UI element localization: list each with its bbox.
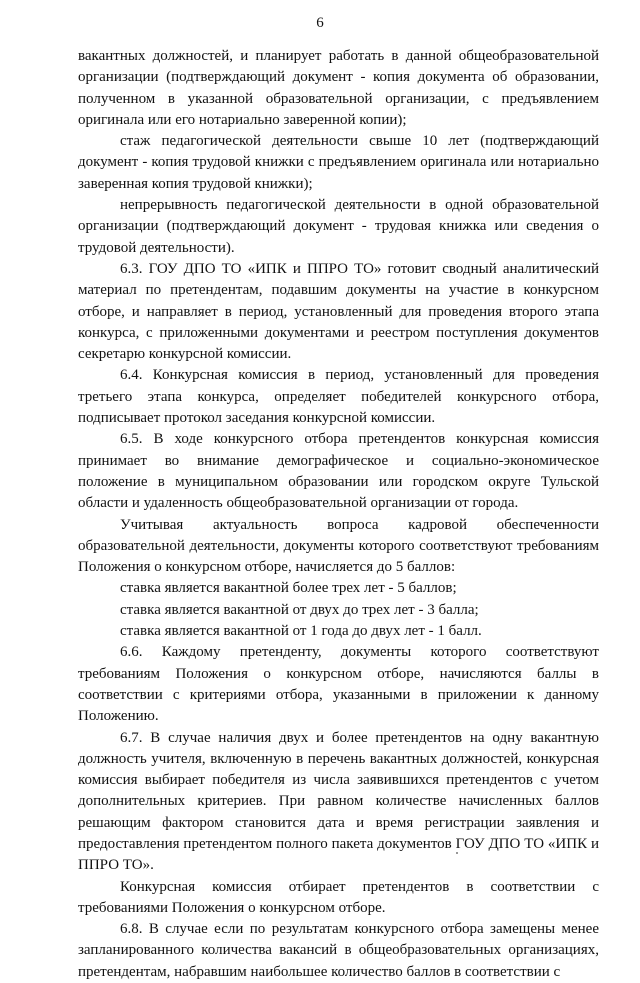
paragraph: 6.7. В случае наличия двух и более претендентов на одну вакантную должность учителя, включенную в перечень вакантных должностей, конкурсная комиссия выбирает победителя из числа заявившихся претендентов с учетом дополнительных критериев. При равном количестве начисленных баллов решающим фактором становится дата и время регистрации заявления и предоставления претендентом полного пакета документов ГОУ ДПО ТО «ИПК и ППРО ТО». — [78, 729, 599, 874]
paragraph: вакантных должностей, и планирует работать в данной общеобразовательной организации (подтверждающий документ - копия документа об образовании, полученном в указанной образовательной организации, с предъявлением оригинала или его нотариально заверенной копии); — [78, 48, 599, 128]
paragraph: 6.8. В случае если по результатам конкурсного отбора замещены менее запланированного количества вакансий в общеобразовательных организациях, претендентам, набравшим наибольшее количество баллов в соответствии с — [78, 921, 599, 980]
scan-speck — [456, 852, 458, 854]
list-item: ставка является вакантной от двух до трех лет - 3 балла; — [120, 601, 479, 618]
paragraph: Конкурсная комиссия отбирает претендентов в соответствии с требованиями Положения о конкурсном отборе. — [78, 878, 599, 916]
list-item: ставка является вакантной более трех лет - 5 баллов; — [120, 580, 457, 597]
paragraph: непрерывность педагогической деятельности в одной образовательной организации (подтверждающий документ - трудовая книжка или сведения о трудовой деятельности). — [78, 197, 599, 256]
paragraph: Учитывая актуальность вопроса кадровой обеспеченности образовательной деятельности, документы которого соответствуют требованиям Положения о конкурсном отборе, начисляется до 5 баллов: — [78, 516, 599, 576]
paragraph: 6.5. В ходе конкурсного отбора претендентов конкурсная комиссия принимает во внимание демографическое и социально-экономическое положение в муниципальном образовании или городском округе Тульской области и удаленность общеобразовательной организации от города. — [78, 431, 599, 512]
paragraph: 6.4. Конкурсная комиссия в период, установленный для проведения третьего этапа конкурса, определяет победителей конкурсного отбора, подписывает протокол заседания конкурсной комиссии. — [78, 367, 599, 427]
page-number: 6 — [316, 15, 324, 31]
paragraph: 6.3. ГОУ ДПО ТО «ИПК и ППРО ТО» готовит сводный аналитический материал по претендентам, подавшим документы на участие в конкурсном отборе, и направляет в период, установленный для проведения второго этапа конкурса, с приложенными документами и реестром поступления документов секретарю конкурсной комиссии. — [78, 260, 599, 363]
list-item: ставка является вакантной от 1 года до двух лет - 1 балл. — [120, 623, 482, 640]
document-body — [78, 46, 599, 983]
paragraph: 6.6. Каждому претенденту, документы которого соответствуют требованиям Положения о конкурсном отборе, начисляются баллы в соответствии с критериями отбора, указанными в приложении к данному Положению. — [78, 644, 599, 725]
paragraph: стаж педагогической деятельности свыше 10 лет (подтверждающий документ - копия трудовой книжки с предъявлением оригинала или нотариально заверенная копия трудовой книжки); — [78, 133, 599, 192]
